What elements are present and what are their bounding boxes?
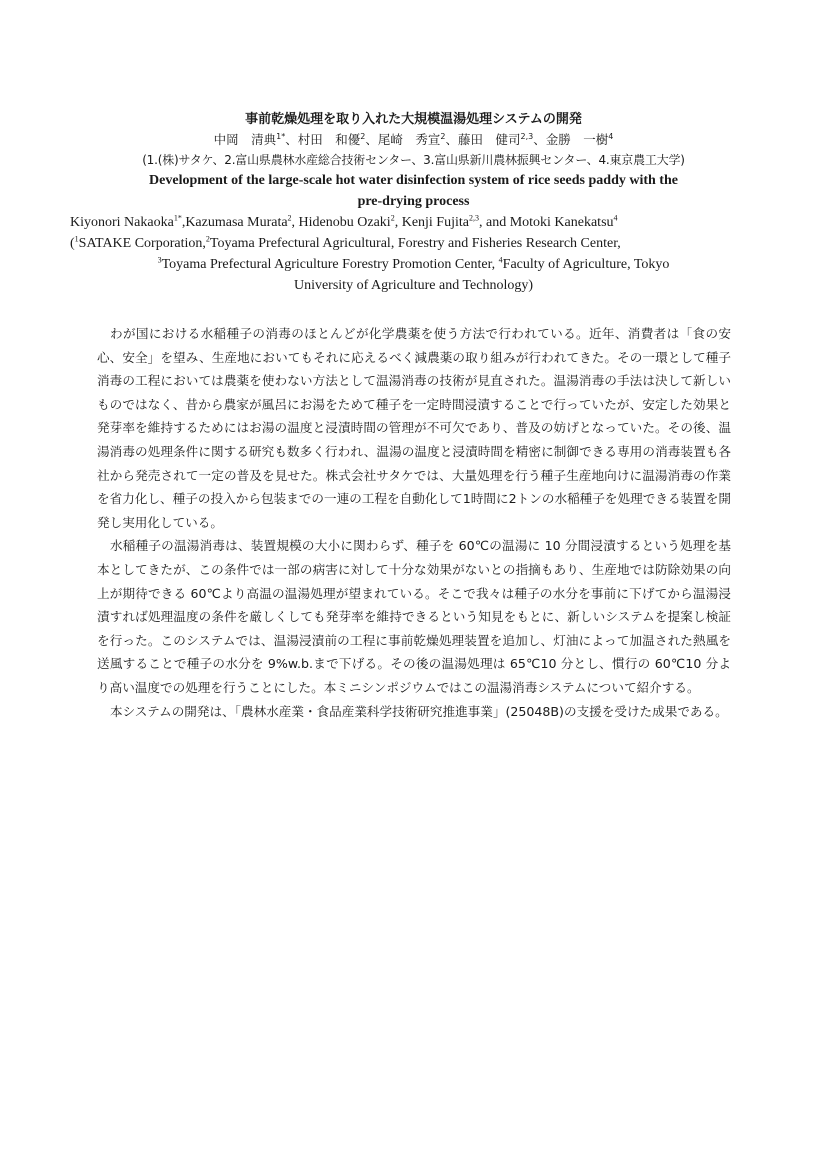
author-name: 村田 和優 [297,132,361,147]
author-sup: 4 [613,213,618,223]
affil-tokyo-univ: Faculty of Agriculture, Tokyo [502,257,670,272]
affiliations-english-line-1 [70,233,757,254]
author-sup: 2,3 [520,131,534,141]
affil-sup: 1 [74,234,79,244]
author-sep: , and [478,215,510,230]
paragraph: わが国における水稲種子の消毒のほとんどが化学農薬を使う方法で行われている。近年、消費者は「食の安心、安全」を望み、生産地においてもそれに応えるべく減農薬の取り組みが行われてきた。その一環として種子消毒の工程においては農薬を使わない方法として温湯消毒の技術が見直された。温湯消毒の手法は決して新しいものではなく、昔から農家が風呂にお湯をためて種子を一定時間浸漬することで行っていたが、安定した効果と発芽率を維持するためにはお湯の温度と浸漬時間の管理が不可欠であり、普及の妨げとなっていた。その後、温湯消毒の処理条件に関する研究も数多く行われ、温湯の温度と浸漬時間を精密に制御できる専用の消毒装置も各社から発売されて一定の普及を見せた。株式会社サタケでは、大量処理を行う種子生産地向けに温湯消毒の作業を省力化し、種子の投入から包装までの一連の工程を自動化して1時間に2トンの水稲種子を処理できる装置を開発し実用化している。 [97,326,732,530]
author-name: Hidenobu Ozaki [298,215,391,230]
title-english-line-1: Development of the large-scale hot water disinfection system of rice seeds paddy with the [149,173,678,188]
author-name: 中岡 清典 [213,132,277,147]
author-sup: 2 [287,213,292,223]
affil-toyama-promotion: Toyama Prefectural Agriculture Forestry Promotion Center, [161,257,499,272]
author-sep: , [394,215,402,230]
author-sep: 、 [285,132,298,147]
author-sup: 2 [360,131,366,141]
affil-toyama-research: Toyama Prefectural Agricultural, Forestry and Fisheries Research Center, [209,236,621,251]
authors-english [70,212,757,233]
author-sup: 1* [173,213,182,223]
author-sup: 4 [608,131,614,141]
affiliations-english-line-2 [70,254,757,275]
abstract-body [97,322,731,723]
author-sup: 2 [440,131,446,141]
author-name: Kazumasa Murata [185,215,288,230]
affil-open-paren: ( [70,236,75,251]
author-sep: , [181,215,186,230]
authors-japanese [70,130,757,150]
paragraph: 水稲種子の温湯消毒は、装置規模の大小に関わらず、種子を 60℃の温湯に 10 分間浸漬するという処理を基本としてきたが、この条件では一部の病害に対して十分な効果がないとの指摘もあり、生産地では防除効果の向上が期待できる 60℃より高温の温湯処理が望まれている。そこで我々は種子の水分を事前に下げてから温湯浸漬すれば処理温度の条件を厳しくしても発芽率を維持できるという知見をもとに、新しいシステムを提案し検証を行った。このシステムでは、温湯浸漬前の工程に事前乾燥処理装置を追加し、灯油によって加温された熱風を送風することで種子の水分を 9%w.b.まで下げる。その後の温湯処理は 65℃10 分とし、慣行の 60℃10 分より高い温度での処理を行うことにした。本ミニシンポジウムではこの温湯消毒システムについて紹介する。 [97,538,732,695]
author-name: Kenji Fujita [401,215,469,230]
affil-sup: 4 [498,255,503,265]
author-sep: 、 [365,132,378,147]
author-sep: , [291,215,299,230]
author-sep: 、 [533,132,546,147]
author-name: Motoki Kanekatsu [509,215,614,230]
author-name: 尾崎 秀宣 [377,132,441,147]
author-name: 藤田 健司 [458,132,521,147]
author-name: Kiyonori Nakaoka [70,215,174,230]
author-sup: 1* [276,131,286,141]
author-sup: 2 [390,213,395,223]
title-japanese: 事前乾燥処理を取り入れた大規模温湯処理システムの開発 [245,112,582,127]
author-name: 金勝 一樹 [545,132,609,147]
title-english-line-2: pre-drying process [357,194,470,209]
affil-sup: 2 [205,234,210,244]
affiliations-japanese: (1.(株)サタケ、2.富山県農林水産総合技術センター、3.富山県新川農林振興センター、4.東京農工大学) [142,153,685,167]
affil-satake: SATAKE Corporation, [78,236,206,251]
author-sep: 、 [445,132,458,147]
affil-sup: 3 [157,255,162,265]
paper-header [70,110,757,296]
affiliations-english-line-3: University of Agriculture and Technology) [293,278,534,293]
paragraph: 本システムの開発は、「農林水産業・食品産業科学技術研究推進事業」(25048B)の支援を受けた成果である。 [110,703,728,719]
author-sup: 2,3 [468,213,479,223]
